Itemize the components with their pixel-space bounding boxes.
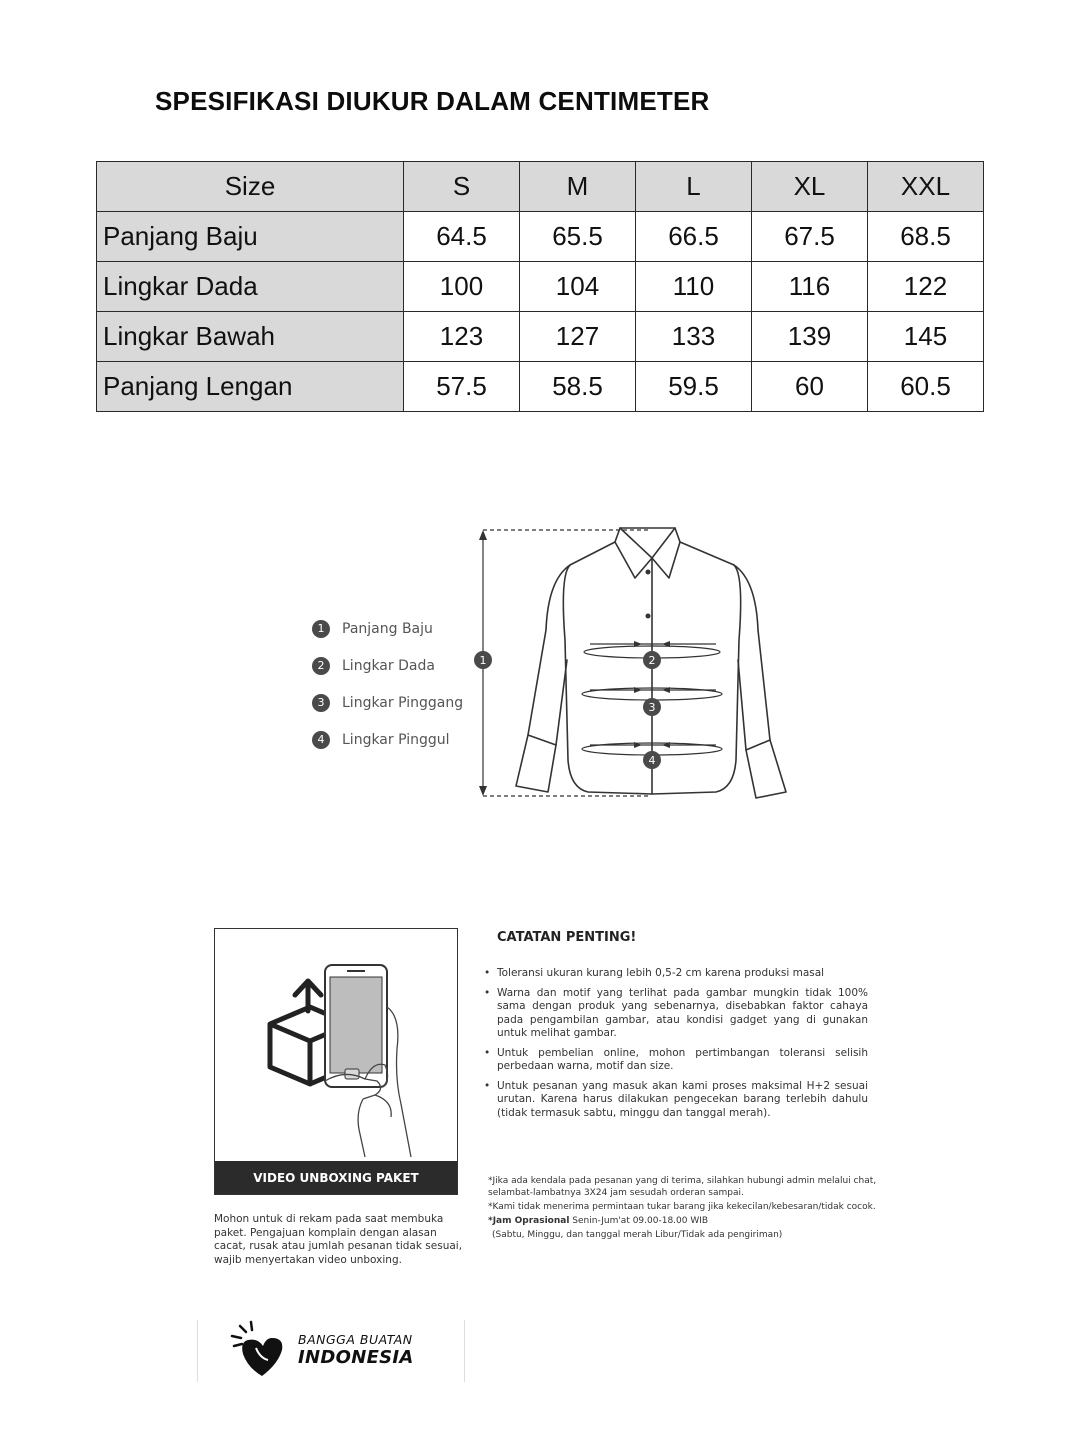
table-cell: 123 xyxy=(404,312,520,362)
heart-logo-icon xyxy=(226,1320,296,1382)
legend-item xyxy=(312,610,463,647)
table-header-row xyxy=(97,162,984,212)
brand-text xyxy=(298,1332,414,1368)
marker-3: 3 xyxy=(648,701,656,714)
legend-number: 2 xyxy=(312,657,330,675)
shirt-right-sleeve xyxy=(734,565,786,798)
row-label: Lingkar Bawah xyxy=(97,312,404,362)
shirt-left-sleeve xyxy=(516,565,570,792)
table-row xyxy=(97,312,984,362)
page-title: SPESIFIKASI DIUKUR DALAM CENTIMETER xyxy=(155,86,710,116)
table-cell: 67.5 xyxy=(752,212,868,262)
header-s: S xyxy=(404,162,520,212)
table-cell: 133 xyxy=(636,312,752,362)
header-size: Size xyxy=(97,162,404,212)
legend-label: Lingkar Pinggang xyxy=(342,694,464,711)
legend-number: 4 xyxy=(312,731,330,749)
upload-arrow-icon xyxy=(295,981,321,1011)
fine-print-line: *Kami tidak menerima permintaan tukar barang jika kekecilan/kebesaran/tidak cocok. xyxy=(488,1202,876,1212)
table-cell: 127 xyxy=(520,312,636,362)
table-cell: 122 xyxy=(868,262,984,312)
unboxing-card xyxy=(214,928,458,1195)
row-label: Panjang Lengan xyxy=(97,362,404,412)
table-cell: 60.5 xyxy=(868,362,984,412)
legend-label: Lingkar Pinggul xyxy=(342,731,450,748)
legend-item xyxy=(312,647,463,684)
table-cell: 58.5 xyxy=(520,362,636,412)
unboxing-note: Mohon untuk di rekam pada saat membuka paket. Pengajuan komplain dengan alasan cacat, rusak atau jumlah pesanan tidak sesuai, wajib menyertakan video unboxing. xyxy=(214,1213,463,1266)
table-cell: 116 xyxy=(752,262,868,312)
table-cell: 104 xyxy=(520,262,636,312)
table-row xyxy=(97,362,984,412)
operating-hours xyxy=(488,1215,878,1227)
legend-item xyxy=(312,721,463,758)
table-cell: 66.5 xyxy=(636,212,752,262)
notes-list xyxy=(488,967,868,1120)
table-row xyxy=(97,262,984,312)
table-cell: 60 xyxy=(752,362,868,412)
marker-4: 4 xyxy=(648,754,656,767)
table-row xyxy=(97,212,984,262)
marker-2: 2 xyxy=(648,654,656,667)
note-item: • Untuk pembelian online, mohon pertimbangan toleransi selisih perbedaan warna, motif dan size. xyxy=(488,1047,868,1074)
shirt-measurement-diagram xyxy=(470,520,800,820)
fine-print xyxy=(488,1175,878,1243)
important-notes xyxy=(488,930,868,1126)
fine-print-line: *Jika ada kendala pada pesanan yang di terima, silahkan hubungi admin melalui chat, selambat-lambatnya 3X24 jam sesudah orderan sampai. xyxy=(488,1176,877,1198)
note-item: • Toleransi ukuran kurang lebih 0,5-2 cm karena produksi masal xyxy=(488,967,868,981)
table-cell: 100 xyxy=(404,262,520,312)
marker-1: 1 xyxy=(479,654,487,667)
row-label: Panjang Baju xyxy=(97,212,404,262)
legend-number: 1 xyxy=(312,620,330,638)
brand-line-2: INDONESIA xyxy=(298,1347,414,1368)
brand-line-1: BANGGA BUATAN xyxy=(298,1332,413,1347)
legend-number: 3 xyxy=(312,694,330,712)
hours-note: (Sabtu, Minggu, dan tanggal merah Libur/Tidak ada pengiriman) xyxy=(492,1230,783,1240)
table-cell: 57.5 xyxy=(404,362,520,412)
header-xl: XL xyxy=(752,162,868,212)
table-cell: 65.5 xyxy=(520,212,636,262)
legend-label: Panjang Baju xyxy=(342,620,433,637)
phone-icon xyxy=(325,965,387,1087)
size-table xyxy=(96,161,984,412)
note-item: • Warna dan motif yang terlihat pada gambar mungkin tidak 100% sama dengan produk yang sebenarnya, disebabkan faktor cahaya pada pengambilan gambar, atau kondisi gadget yang di gunakan untuk melihat gambar. xyxy=(488,987,868,1041)
row-label: Lingkar Dada xyxy=(97,262,404,312)
header-m: M xyxy=(520,162,636,212)
legend-item xyxy=(312,684,463,721)
notes-title: CATATAN PENTING! xyxy=(497,930,637,945)
note-item: • Untuk pesanan yang masuk akan kami proses maksimal H+2 sesuai urutan. Karena harus dilakukan pengecekan barang terlebih dahulu (tidak termasuk sabtu, minggu dan tanggal merah). xyxy=(488,1080,868,1121)
legend-label: Lingkar Dada xyxy=(342,657,435,674)
header-l: L xyxy=(636,162,752,212)
measurement-legend xyxy=(312,610,463,758)
unboxing-caption: VIDEO UNBOXING PAKET xyxy=(215,1161,457,1194)
table-cell: 64.5 xyxy=(404,212,520,262)
table-cell: 145 xyxy=(868,312,984,362)
table-cell: 59.5 xyxy=(636,362,752,412)
brand-badge xyxy=(197,1320,465,1382)
unboxing-illustration xyxy=(215,929,456,1159)
hours-value: Senin-Jum'at 09.00-18.00 WIB xyxy=(569,1216,709,1226)
table-cell: 68.5 xyxy=(868,212,984,262)
table-cell: 139 xyxy=(752,312,868,362)
header-xxl: XXL xyxy=(868,162,984,212)
hours-label: *Jam Oprasional xyxy=(488,1216,570,1226)
table-cell: 110 xyxy=(636,262,752,312)
